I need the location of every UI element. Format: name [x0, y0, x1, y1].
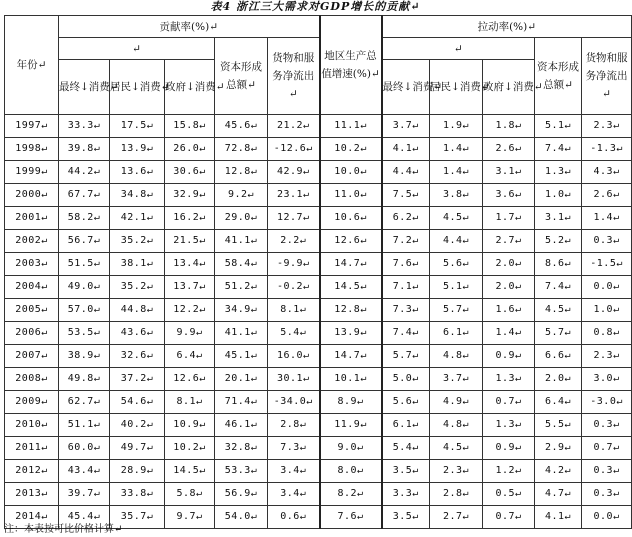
contribution-final-cell: 33.3↵ [59, 115, 110, 138]
year-cell: 2005↵ [5, 299, 59, 322]
pull-capital-cell: 6.6↵ [535, 345, 582, 368]
year-header: 年份↵ [5, 16, 59, 115]
contribution-government-cell: 9.7↵ [165, 506, 215, 529]
gdp-growth-header [320, 16, 382, 115]
pull-household-cell: 5.1↵ [430, 276, 483, 299]
pull-capital-cell: 1.3↵ [535, 161, 582, 184]
gdp-growth-cell: 10.1↵ [320, 368, 382, 391]
pull-net-export-cell: 1.4↵ [582, 207, 632, 230]
year-cell: 2006↵ [5, 322, 59, 345]
contribution-capital-header: 资本形成总额↵ [215, 38, 268, 115]
gdp-growth-cell: 11.0↵ [320, 184, 382, 207]
contribution-net-export-cell: 12.7↵ [268, 207, 320, 230]
pull-net-export-cell: 0.3↵ [582, 230, 632, 253]
table-row [5, 437, 632, 460]
gdp-growth-header-text: 地区生产总值增速(%)↵ [321, 50, 380, 80]
pull-capital-cell: 7.4↵ [535, 138, 582, 161]
contribution-government-cell: 10.9↵ [165, 414, 215, 437]
contribution-government-cell: 9.9↵ [165, 322, 215, 345]
pull-final-cell: 7.5↵ [382, 184, 430, 207]
pull-government-cell: 1.2↵ [483, 460, 535, 483]
contribution-capital-cell: 45.6↵ [215, 115, 268, 138]
pull-household-cell: 1.4↵ [430, 161, 483, 184]
pull-household-cell: 1.9↵ [430, 115, 483, 138]
contribution-final-cell: 39.7↵ [59, 483, 110, 506]
pull-capital-header: 资本形成总额↵ [535, 38, 582, 115]
pull-government-cell: 0.5↵ [483, 483, 535, 506]
pull-capital-cell: 5.7↵ [535, 322, 582, 345]
gdp-growth-cell: 10.6↵ [320, 207, 382, 230]
year-cell: 2010↵ [5, 414, 59, 437]
contribution-household-cell: 13.6↵ [110, 161, 165, 184]
year-cell: 2003↵ [5, 253, 59, 276]
contribution-government-cell: 10.2↵ [165, 437, 215, 460]
pull-net-export-cell: 0.8↵ [582, 322, 632, 345]
table-row [5, 138, 632, 161]
pull-final-cell: 7.3↵ [382, 299, 430, 322]
gdp-growth-cell: 8.0↵ [320, 460, 382, 483]
table-row [5, 299, 632, 322]
contribution-net-export-cell: -34.0↵ [268, 391, 320, 414]
pull-net-export-header: 货物和服务净流出↵ [582, 38, 632, 115]
pull-government-cell: 1.7↵ [483, 207, 535, 230]
contribution-capital-cell: 32.8↵ [215, 437, 268, 460]
table-row [5, 345, 632, 368]
contribution-government-cell: 14.5↵ [165, 460, 215, 483]
contribution-final-cell: 51.5↵ [59, 253, 110, 276]
contribution-capital-cell: 56.9↵ [215, 483, 268, 506]
contribution-household-cell: 28.9↵ [110, 460, 165, 483]
contribution-household-cell: 37.2↵ [110, 368, 165, 391]
pull-consumption-subheader: ↵ [382, 38, 535, 60]
year-cell: 2002↵ [5, 230, 59, 253]
table-row [5, 483, 632, 506]
pull-net-export-cell: 0.0↵ [582, 276, 632, 299]
pull-net-export-cell: 0.3↵ [582, 414, 632, 437]
pull-rate-header: 拉动率(%)↵ [382, 16, 632, 38]
pull-capital-cell: 8.6↵ [535, 253, 582, 276]
pull-net-export-cell: -1.5↵ [582, 253, 632, 276]
pull-government-cell: 1.3↵ [483, 414, 535, 437]
contribution-net-export-cell: 30.1↵ [268, 368, 320, 391]
table-note: 注：本表按可比价格计算↵ [4, 524, 123, 535]
contribution-household-cell: 49.7↵ [110, 437, 165, 460]
pull-government-cell: 0.7↵ [483, 506, 535, 529]
pull-net-export-cell: 2.3↵ [582, 115, 632, 138]
pull-final-cell: 7.6↵ [382, 253, 430, 276]
pull-final-cell: 3.5↵ [382, 506, 430, 529]
pull-net-export-cell: 3.0↵ [582, 368, 632, 391]
contribution-net-export-cell: 16.0↵ [268, 345, 320, 368]
year-cell: 2007↵ [5, 345, 59, 368]
year-cell: 1999↵ [5, 161, 59, 184]
pull-final-cell: 4.4↵ [382, 161, 430, 184]
contribution-household-cell: 38.1↵ [110, 253, 165, 276]
contribution-government-cell: 8.1↵ [165, 391, 215, 414]
pull-final-cell: 7.1↵ [382, 276, 430, 299]
contribution-net-export-cell: 2.8↵ [268, 414, 320, 437]
gdp-growth-cell: 10.2↵ [320, 138, 382, 161]
pull-net-export-cell: 0.3↵ [582, 483, 632, 506]
pull-government-cell: 2.0↵ [483, 276, 535, 299]
contribution-net-export-cell: 3.4↵ [268, 483, 320, 506]
table-row [5, 253, 632, 276]
contribution-government-cell: 5.8↵ [165, 483, 215, 506]
table-row [5, 207, 632, 230]
contribution-final-cell: 49.0↵ [59, 276, 110, 299]
year-cell: 2011↵ [5, 437, 59, 460]
pull-final-cell: 4.1↵ [382, 138, 430, 161]
pull-final-cell: 5.0↵ [382, 368, 430, 391]
year-cell: 2001↵ [5, 207, 59, 230]
table-row [5, 230, 632, 253]
contribution-capital-cell: 72.8↵ [215, 138, 268, 161]
pull-household-cell: 4.8↵ [430, 345, 483, 368]
contribution-household-cell: 42.1↵ [110, 207, 165, 230]
pull-government-cell: 1.4↵ [483, 322, 535, 345]
contribution-capital-cell: 29.0↵ [215, 207, 268, 230]
pull-household-cell: 1.4↵ [430, 138, 483, 161]
contribution-net-export-cell: 23.1↵ [268, 184, 320, 207]
contribution-final-cell: 51.1↵ [59, 414, 110, 437]
table-row [5, 184, 632, 207]
contribution-government-cell: 30.6↵ [165, 161, 215, 184]
pull-government-cell: 2.0↵ [483, 253, 535, 276]
contribution-capital-cell: 53.3↵ [215, 460, 268, 483]
pull-capital-cell: 4.2↵ [535, 460, 582, 483]
contribution-final-cell: 43.4↵ [59, 460, 110, 483]
pull-household-cell: 3.8↵ [430, 184, 483, 207]
gdp-growth-cell: 11.9↵ [320, 414, 382, 437]
pull-household-cell: 4.9↵ [430, 391, 483, 414]
contribution-government-cell: 12.2↵ [165, 299, 215, 322]
pull-capital-cell: 4.7↵ [535, 483, 582, 506]
contribution-consumption-subheader: ↵ [59, 38, 215, 60]
contribution-capital-cell: 12.8↵ [215, 161, 268, 184]
pull-final-cell: 7.2↵ [382, 230, 430, 253]
pull-household-cell: 4.4↵ [430, 230, 483, 253]
pull-final-cell: 6.2↵ [382, 207, 430, 230]
contribution-household-cell: 32.6↵ [110, 345, 165, 368]
pull-household-cell: 6.1↵ [430, 322, 483, 345]
contribution-household-cell: 34.8↵ [110, 184, 165, 207]
contribution-final-cell: 56.7↵ [59, 230, 110, 253]
gdp-growth-cell: 9.0↵ [320, 437, 382, 460]
contribution-final-cell: 67.7↵ [59, 184, 110, 207]
contribution-capital-cell: 20.1↵ [215, 368, 268, 391]
gdp-growth-cell: 14.7↵ [320, 345, 382, 368]
table-row [5, 414, 632, 437]
pull-capital-cell: 3.1↵ [535, 207, 582, 230]
contribution-final-cell: 49.8↵ [59, 368, 110, 391]
pull-household-cell: 4.8↵ [430, 414, 483, 437]
contribution-net-export-cell: 42.9↵ [268, 161, 320, 184]
table-row [5, 391, 632, 414]
year-cell: 2009↵ [5, 391, 59, 414]
year-cell: 2013↵ [5, 483, 59, 506]
contribution-net-export-cell: 2.2↵ [268, 230, 320, 253]
gdp-growth-cell: 12.8↵ [320, 299, 382, 322]
contribution-government-header: 政府↓消费↵ [165, 60, 215, 115]
year-cell: 2008↵ [5, 368, 59, 391]
pull-net-export-cell: 0.7↵ [582, 437, 632, 460]
pull-net-export-cell: 1.0↵ [582, 299, 632, 322]
pull-net-export-cell: 2.6↵ [582, 184, 632, 207]
contribution-net-export-header: 货物和服务净流出↵ [268, 38, 320, 115]
pull-net-export-cell: 0.0↵ [582, 506, 632, 529]
year-cell: 1997↵ [5, 115, 59, 138]
gdp-growth-cell: 11.1↵ [320, 115, 382, 138]
contribution-household-cell: 43.6↵ [110, 322, 165, 345]
contribution-household-cell: 40.2↵ [110, 414, 165, 437]
table-row [5, 276, 632, 299]
pull-final-cell: 3.7↵ [382, 115, 430, 138]
pull-net-export-cell: -3.0↵ [582, 391, 632, 414]
contribution-government-cell: 13.7↵ [165, 276, 215, 299]
table-body [5, 115, 632, 529]
pull-household-cell: 2.3↵ [430, 460, 483, 483]
pull-final-cell: 3.5↵ [382, 460, 430, 483]
pull-final-cell: 5.7↵ [382, 345, 430, 368]
pull-household-cell: 4.5↵ [430, 207, 483, 230]
contribution-government-cell: 12.6↵ [165, 368, 215, 391]
pull-capital-cell: 1.0↵ [535, 184, 582, 207]
gdp-growth-cell: 14.5↵ [320, 276, 382, 299]
gdp-growth-cell: 14.7↵ [320, 253, 382, 276]
table-row [5, 322, 632, 345]
pull-government-cell: 3.6↵ [483, 184, 535, 207]
contribution-capital-cell: 45.1↵ [215, 345, 268, 368]
pull-capital-cell: 5.5↵ [535, 414, 582, 437]
pull-capital-cell: 5.2↵ [535, 230, 582, 253]
pull-final-cell: 7.4↵ [382, 322, 430, 345]
pull-household-header: 居民↓消费↵ [430, 60, 483, 115]
contribution-household-cell: 35.2↵ [110, 230, 165, 253]
contribution-net-export-cell: 0.6↵ [268, 506, 320, 529]
gdp-growth-cell: 8.9↵ [320, 391, 382, 414]
year-cell: 2012↵ [5, 460, 59, 483]
pull-final-consumption-header: 最终↓消费↵ [382, 60, 430, 115]
gdp-growth-cell: 12.6↵ [320, 230, 382, 253]
pull-household-cell: 2.8↵ [430, 483, 483, 506]
pull-government-cell: 0.7↵ [483, 391, 535, 414]
contribution-household-header: 居民↓消费↵ [110, 60, 165, 115]
contribution-government-cell: 32.9↵ [165, 184, 215, 207]
contribution-final-cell: 44.2↵ [59, 161, 110, 184]
year-cell: 2000↵ [5, 184, 59, 207]
table-row [5, 368, 632, 391]
contribution-capital-cell: 54.0↵ [215, 506, 268, 529]
pull-government-cell: 0.9↵ [483, 437, 535, 460]
contribution-net-export-cell: 21.2↵ [268, 115, 320, 138]
pull-capital-cell: 4.1↵ [535, 506, 582, 529]
contribution-net-export-cell: -0.2↵ [268, 276, 320, 299]
contribution-household-cell: 13.9↵ [110, 138, 165, 161]
pull-capital-cell: 2.0↵ [535, 368, 582, 391]
contribution-final-cell: 62.7↵ [59, 391, 110, 414]
contribution-capital-cell: 71.4↵ [215, 391, 268, 414]
contribution-government-cell: 15.8↵ [165, 115, 215, 138]
pull-capital-cell: 4.5↵ [535, 299, 582, 322]
pull-government-cell: 1.6↵ [483, 299, 535, 322]
contribution-net-export-cell: 8.1↵ [268, 299, 320, 322]
pull-government-cell: 3.1↵ [483, 161, 535, 184]
contribution-net-export-cell: -9.9↵ [268, 253, 320, 276]
contribution-capital-cell: 46.1↵ [215, 414, 268, 437]
pull-capital-cell: 2.9↵ [535, 437, 582, 460]
contribution-household-cell: 33.8↵ [110, 483, 165, 506]
contribution-final-cell: 57.0↵ [59, 299, 110, 322]
gdp-growth-cell: 7.6↵ [320, 506, 382, 529]
pull-final-cell: 5.4↵ [382, 437, 430, 460]
pull-capital-cell: 7.4↵ [535, 276, 582, 299]
contribution-household-cell: 35.2↵ [110, 276, 165, 299]
contribution-net-export-cell: -12.6↵ [268, 138, 320, 161]
pull-household-cell: 5.7↵ [430, 299, 483, 322]
pull-capital-cell: 5.1↵ [535, 115, 582, 138]
contribution-final-cell: 60.0↵ [59, 437, 110, 460]
contribution-final-cell: 38.9↵ [59, 345, 110, 368]
year-cell: 1998↵ [5, 138, 59, 161]
pull-net-export-cell: 0.3↵ [582, 460, 632, 483]
pull-government-cell: 2.6↵ [483, 138, 535, 161]
contribution-final-cell: 53.5↵ [59, 322, 110, 345]
contribution-final-cell: 39.8↵ [59, 138, 110, 161]
contribution-capital-cell: 34.9↵ [215, 299, 268, 322]
contribution-net-export-cell: 3.4↵ [268, 460, 320, 483]
table-title: 表4 浙江三大需求对GDP增长的贡献↵ [210, 0, 421, 13]
contribution-household-cell: 35.7↵ [110, 506, 165, 529]
pull-net-export-cell: -1.3↵ [582, 138, 632, 161]
gdp-growth-cell: 8.2↵ [320, 483, 382, 506]
pull-final-cell: 3.3↵ [382, 483, 430, 506]
pull-final-cell: 6.1↵ [382, 414, 430, 437]
contribution-final-consumption-header: 最终↓消费↵ [59, 60, 110, 115]
gdp-growth-cell: 10.0↵ [320, 161, 382, 184]
contribution-final-cell: 45.4↵ [59, 506, 110, 529]
contribution-government-cell: 21.5↵ [165, 230, 215, 253]
contribution-government-cell: 13.4↵ [165, 253, 215, 276]
pull-government-cell: 0.9↵ [483, 345, 535, 368]
year-cell: 2004↵ [5, 276, 59, 299]
contribution-final-cell: 58.2↵ [59, 207, 110, 230]
pull-household-cell: 2.7↵ [430, 506, 483, 529]
gdp-contribution-table [4, 15, 632, 529]
pull-household-cell: 4.5↵ [430, 437, 483, 460]
contribution-capital-cell: 41.1↵ [215, 322, 268, 345]
contribution-net-export-cell: 5.4↵ [268, 322, 320, 345]
pull-final-cell: 5.6↵ [382, 391, 430, 414]
contribution-net-export-cell: 7.3↵ [268, 437, 320, 460]
contribution-capital-cell: 9.2↵ [215, 184, 268, 207]
contribution-government-cell: 16.2↵ [165, 207, 215, 230]
contribution-capital-cell: 51.2↵ [215, 276, 268, 299]
table-row [5, 460, 632, 483]
year-cell: 2014↵ [5, 506, 59, 529]
pull-household-cell: 3.7↵ [430, 368, 483, 391]
table-row [5, 161, 632, 184]
contribution-government-cell: 26.0↵ [165, 138, 215, 161]
contribution-government-cell: 6.4↵ [165, 345, 215, 368]
gdp-growth-cell: 13.9↵ [320, 322, 382, 345]
contribution-household-cell: 17.5↵ [110, 115, 165, 138]
contribution-household-cell: 44.8↵ [110, 299, 165, 322]
pull-capital-cell: 6.4↵ [535, 391, 582, 414]
pull-government-cell: 1.8↵ [483, 115, 535, 138]
pull-government-header: 政府↓消费↵ [483, 60, 535, 115]
pull-government-cell: 2.7↵ [483, 230, 535, 253]
contribution-rate-header: 贡献率(%)↵ [59, 16, 320, 38]
contribution-capital-cell: 41.1↵ [215, 230, 268, 253]
pull-government-cell: 1.3↵ [483, 368, 535, 391]
contribution-household-cell: 54.6↵ [110, 391, 165, 414]
pull-household-cell: 5.6↵ [430, 253, 483, 276]
pull-net-export-cell: 2.3↵ [582, 345, 632, 368]
contribution-capital-cell: 58.4↵ [215, 253, 268, 276]
table-row [5, 115, 632, 138]
pull-net-export-cell: 4.3↵ [582, 161, 632, 184]
